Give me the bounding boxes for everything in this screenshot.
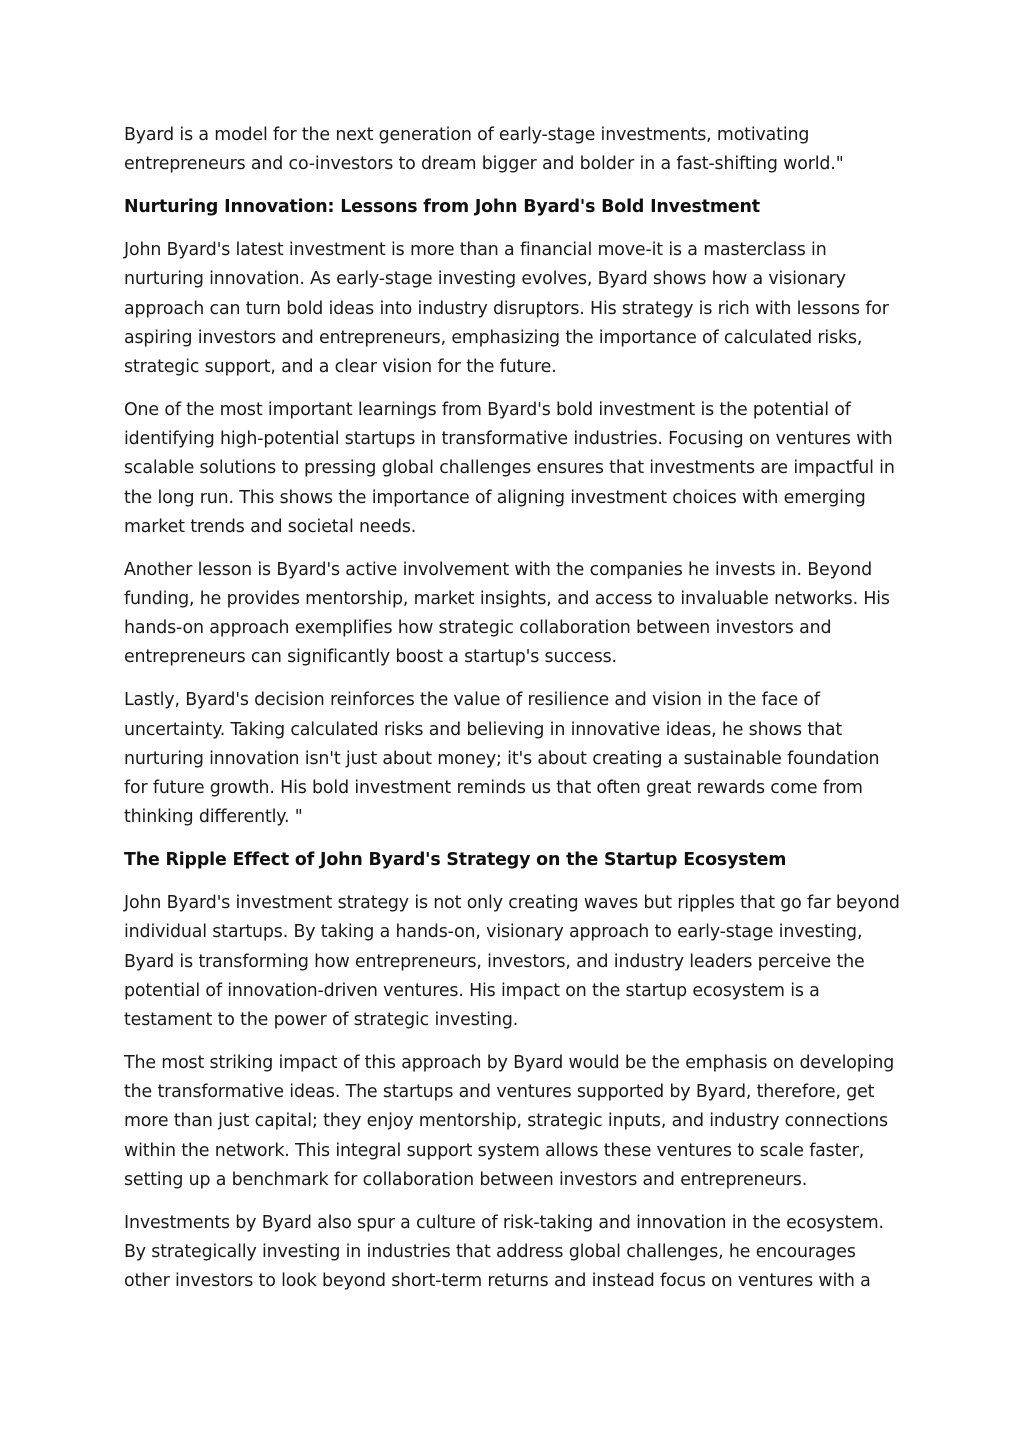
paragraph-resilience-vision: Lastly, Byard's decision reinforces the value of resilience and vision in the face of uncertainty. Taking calculated risks and believing in innovative ideas, he shows that nurturing innovation isn't just about money; it's about creating a sustainable foundation for future growth. His bold investment reminds us that often great rewards come from thinking differently. " (124, 690, 880, 828)
paragraph-high-potential-startups: One of the most important learnings from Byard's bold investment is the potential of identifying high-potential startups in transformative industries. Focusing on ventures with scalable solutions to pressing global challenges ensures that investments are impactful in the long run. This shows the importance of aligning investment choices with emerging market trends and societal needs. (124, 400, 895, 537)
paragraph-striking-impact: The most striking impact of this approach by Byard would be the emphasis on developing the transformative ideas. The startups and ventures supported by Byard, therefore, get more than just capital; they enjoy mentorship, strategic inputs, and industry connections within the network. This integral support system allows these ventures to scale faster, setting up a benchmark for collaboration between investors and entrepreneurs. (124, 1053, 895, 1190)
paragraph-risk-taking-culture: Investments by Byard also spur a culture of risk-taking and innovation in the ecosystem. By strategically investing in industries that address global challenges, he encourages other investors to look beyond short-term returns and instead focus on ventures with a (124, 1212, 884, 1292)
paragraph-active-involvement: Another lesson is Byard's active involvement with the companies he invests in. Beyond funding, he provides mentorship, market insights, and access to invaluable networks. His hands-on approach exemplifies how strategic collaboration between investors and entrepreneurs can significantly boost a startup's success. (124, 559, 890, 668)
document-page (124, 121, 904, 1310)
paragraph-investment-strategy: John Byard's investment strategy is not only creating waves but ripples that go far beyond individual startups. By taking a hands-on, visionary approach to early-stage investing, Byard is transforming how entrepreneurs, investors, and industry leaders perceive the potential of innovation-driven ventures. His impact on the startup ecosystem is a testament to the power of strategic investing. (124, 893, 900, 1031)
paragraph-intro-closing: Byard is a model for the next generation of early-stage investments, motivating entrepreneurs and co-investors to dream bigger and bolder in a fast-shifting world." (124, 125, 844, 175)
heading-ripple-effect: The Ripple Effect of John Byard's Strategy on the Startup Ecosystem (124, 850, 787, 871)
paragraph-masterclass: John Byard's latest investment is more than a financial move-it is a masterclass in nurturing innovation. As early-stage investing evolves, Byard shows how a visionary approach can turn bold ideas into industry disruptors. His strategy is rich with lessons for aspiring investors and entrepreneurs, emphasizing the importance of calculated risks, strategic support, and a clear vision for the future. (124, 240, 889, 378)
heading-nurturing-innovation: Nurturing Innovation: Lessons from John Byard's Bold Investment (124, 197, 760, 218)
